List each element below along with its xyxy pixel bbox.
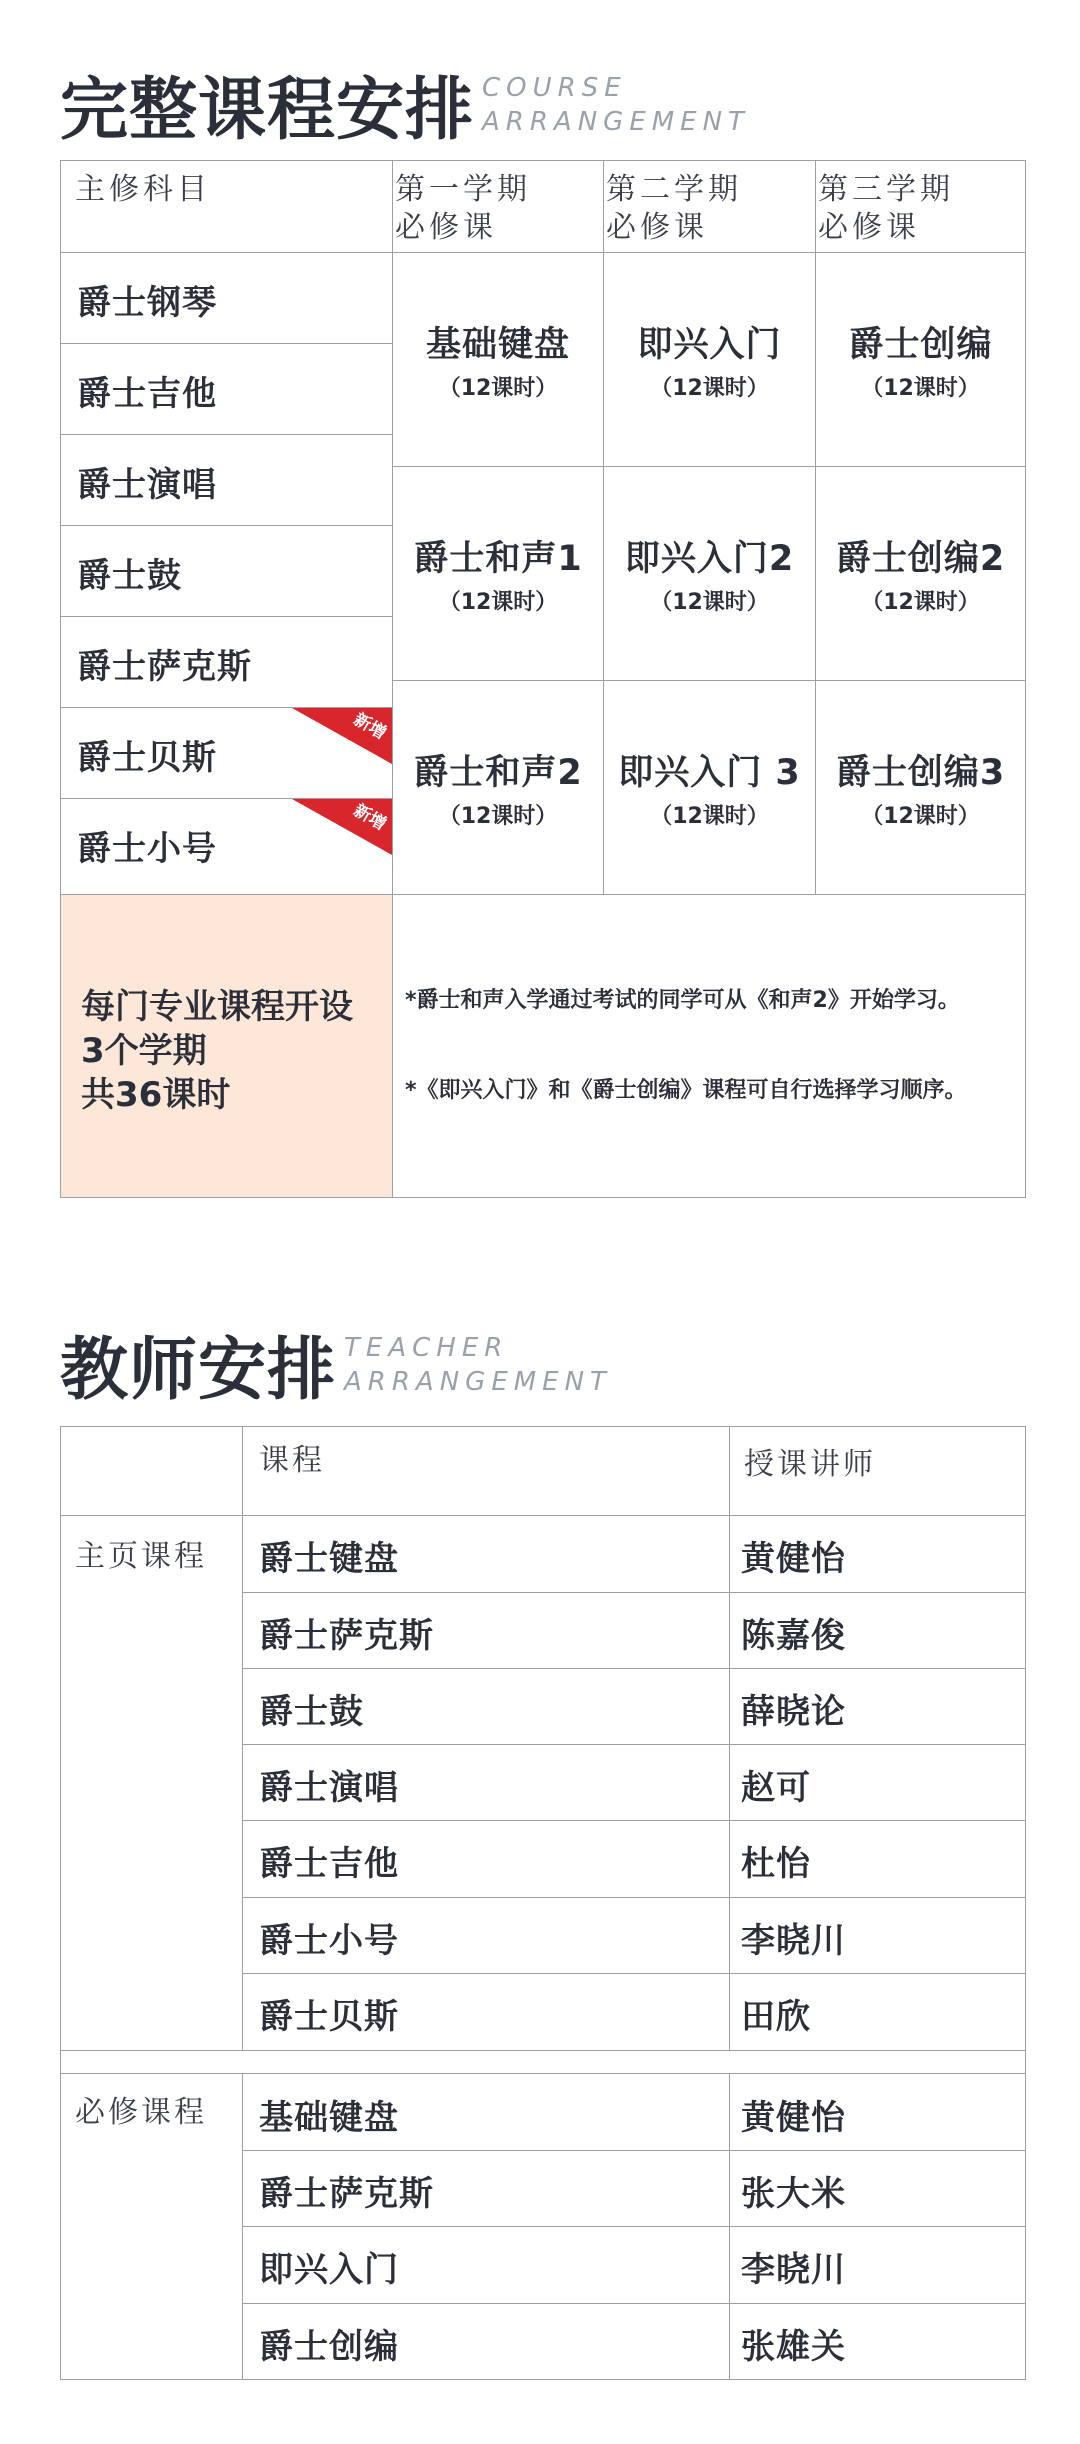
course-hours: （12课时） [650, 590, 769, 615]
course-name: 爵士鼓 [259, 1692, 364, 1732]
summary-line: 3个学期 [81, 1031, 207, 1071]
course-name: 爵士创编2 [835, 539, 1006, 579]
teacher-section-title: 教师安排 [60, 1331, 337, 1410]
course-name: 爵士萨克斯 [259, 1616, 434, 1656]
major-item: 爵士吉他 [77, 374, 217, 414]
teacher-name: 黄健怡 [741, 2098, 846, 2138]
major-item: 爵士贝斯 [77, 738, 217, 778]
header-term2-title: 第二学期 [606, 172, 742, 207]
teacher-en-line2: ARRANGEMENT [344, 1366, 612, 1397]
teacher-name: 张雄关 [741, 2327, 846, 2367]
note-line: *爵士和声入学通过考试的同学可从《和声2》开始学习。 [405, 988, 960, 1013]
course-name: 爵士萨克斯 [259, 2174, 434, 2214]
course-name: 爵士演唱 [259, 1768, 399, 1808]
course-name: 即兴入门 3 [618, 753, 801, 793]
course-name: 爵士贝斯 [259, 1997, 399, 2037]
category-label: 主页课程 [75, 1539, 207, 1574]
teacher-name: 张大米 [741, 2174, 846, 2214]
course-cell [816, 253, 1025, 466]
teacher-name: 赵可 [741, 1768, 811, 1808]
header-term3 [818, 171, 954, 247]
teacher-table [60, 1426, 1026, 2380]
teacher-name: 陈嘉俊 [741, 1616, 846, 1656]
course-name: 爵士创编 [259, 2327, 399, 2367]
course-cell [816, 681, 1025, 894]
teacher-name: 李晓川 [741, 1921, 846, 1961]
teacher-name: 田欣 [741, 1997, 811, 2037]
header-term2-sub: 必修课 [606, 210, 708, 245]
header-term3-title: 第三学期 [818, 172, 954, 207]
course-cell [393, 467, 603, 680]
course-hours: （12课时） [438, 804, 558, 829]
new-badge [292, 799, 392, 855]
major-item: 爵士钢琴 [77, 283, 217, 323]
new-badge [292, 708, 392, 764]
summary-line: 共36课时 [81, 1075, 231, 1115]
course-name: 爵士小号 [259, 1921, 399, 1961]
course-hours: （12课时） [650, 376, 769, 401]
new-badge-label: 新增 [350, 800, 390, 835]
teacher-name: 薛晓论 [741, 1692, 846, 1732]
course-name: 基础键盘 [425, 325, 570, 365]
teacher-section-heading [60, 1316, 612, 1413]
course-name: 即兴入门2 [624, 539, 795, 579]
header-term2 [606, 171, 742, 247]
major-item: 爵士萨克斯 [77, 647, 252, 687]
course-name: 爵士和声2 [413, 753, 583, 793]
course-cell [604, 681, 815, 894]
new-badge-label: 新增 [350, 709, 390, 744]
course-name: 爵士键盘 [259, 1539, 399, 1579]
teacher-name: 李晓川 [741, 2250, 846, 2290]
course-section-heading [60, 56, 750, 153]
major-item: 爵士鼓 [77, 556, 182, 596]
course-section-title: 完整课程安排 [60, 71, 475, 150]
summary-line: 每门专业课程开设 [81, 987, 353, 1027]
course-name: 爵士创编 [848, 325, 993, 365]
major-item: 爵士演唱 [77, 465, 217, 505]
course-name: 即兴入门 [259, 2250, 399, 2290]
course-en-line1: COURSE [482, 72, 627, 103]
course-table [60, 160, 1026, 1198]
course-section-en-title [482, 71, 750, 139]
summary-box [61, 895, 392, 1197]
header-term1-title: 第一学期 [395, 172, 531, 207]
course-cell [816, 467, 1025, 680]
teacher-section-en-title [344, 1331, 612, 1399]
header-term3-sub: 必修课 [818, 210, 920, 245]
course-cell [604, 467, 815, 680]
course-name: 爵士吉他 [259, 1844, 399, 1884]
header-teacher: 授课讲师 [744, 1447, 876, 1482]
teacher-name: 杜怡 [741, 1844, 811, 1884]
note-line: *《即兴入门》和《爵士创编》课程可自行选择学习顺序。 [405, 1078, 967, 1103]
header-term1-sub: 必修课 [395, 210, 497, 245]
course-name: 爵士和声1 [413, 539, 583, 579]
course-hours: （12课时） [650, 804, 769, 829]
category-label: 必修课程 [75, 2095, 207, 2130]
course-hours: （12课时） [861, 376, 980, 401]
course-cell [604, 253, 815, 466]
course-name: 基础键盘 [259, 2098, 399, 2138]
course-cell [393, 253, 603, 466]
course-hours: （12课时） [861, 804, 980, 829]
course-name: 爵士创编3 [835, 753, 1006, 793]
teacher-en-line1: TEACHER [344, 1332, 509, 1363]
header-course: 课程 [259, 1443, 325, 1478]
course-hours: （12课时） [861, 590, 980, 615]
course-en-line2: ARRANGEMENT [482, 106, 750, 137]
course-hours: （12课时） [438, 590, 558, 615]
header-term1 [395, 171, 531, 247]
course-cell [393, 681, 603, 894]
course-name: 即兴入门 [637, 325, 782, 365]
teacher-name: 黄健怡 [741, 1539, 846, 1579]
header-major: 主修科目 [75, 172, 211, 207]
course-hours: （12课时） [438, 376, 558, 401]
major-item: 爵士小号 [77, 829, 217, 869]
